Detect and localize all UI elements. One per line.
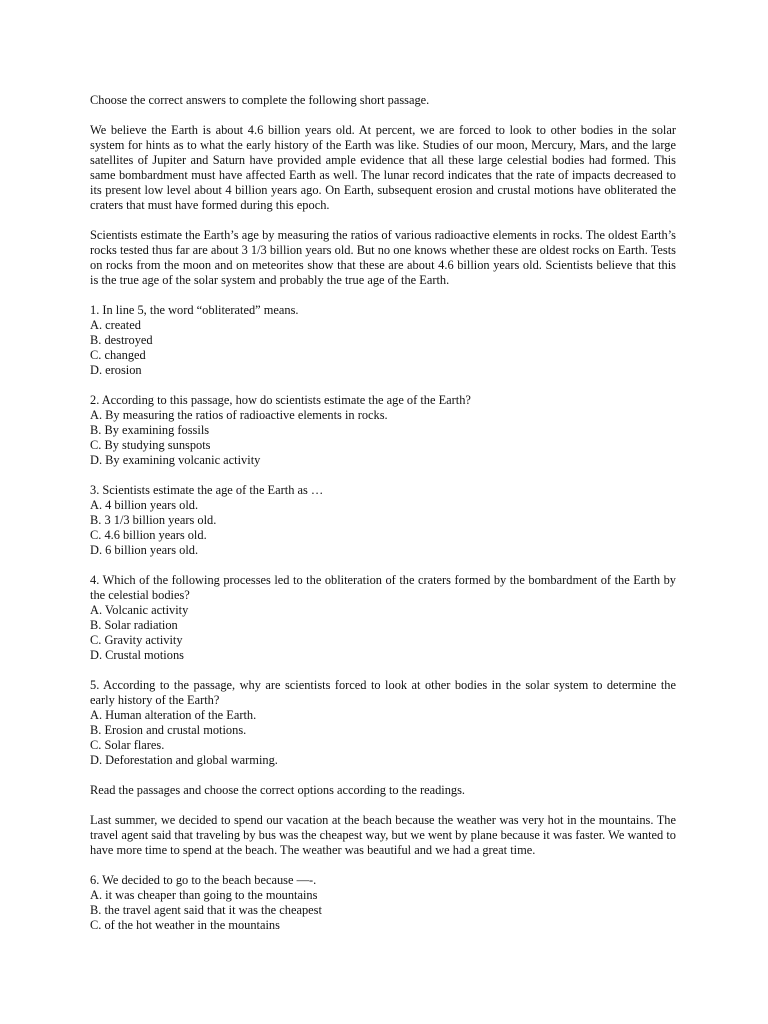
answer-option: B. 3 1/3 billion years old. (90, 513, 217, 527)
answer-option: A. it was cheaper than going to the mountains (90, 888, 318, 902)
question-2 (90, 393, 676, 468)
answer-option: C. By studying sunspots (90, 438, 211, 452)
answer-option: C. Gravity activity (90, 633, 183, 647)
answer-option: B. Solar radiation (90, 618, 178, 632)
answer-option: B. the travel agent said that it was the cheapest (90, 903, 322, 917)
answer-option: C. 4.6 billion years old. (90, 528, 207, 542)
answer-option: C. changed (90, 348, 146, 362)
answer-option: A. Human alteration of the Earth. (90, 708, 257, 722)
answer-option: C. Solar flares. (90, 738, 165, 752)
answer-option: D. erosion (90, 363, 142, 377)
passage-1-paragraph-2: Scientists estimate the Earth’s age by measuring the ratios of various radioactive elements in rocks. The oldest Earth’s rocks tested thus far are about 3 1/3 billion years old. But no one knows whether these are oldest rocks on Earth. Tests on rocks from the moon and on meteorites show that these are about 4.6 billion years old. Scientists believe that this is the true age of the solar system and probably the true age of the Earth. (90, 228, 676, 287)
question-3 (90, 483, 676, 558)
document-page (90, 93, 676, 948)
instruction-text: Read the passages and choose the correct options according to the readings. (90, 783, 466, 797)
question-4 (90, 573, 676, 663)
question-stem: 5. According to the passage, why are scientists forced to look at other bodies in the solar system to determine the early history of the Earth? (90, 678, 676, 707)
question-1 (90, 303, 676, 378)
answer-option: D. By examining volcanic activity (90, 453, 261, 467)
question-stem: 3. Scientists estimate the age of the Earth as … (90, 483, 324, 497)
answer-option: A. created (90, 318, 141, 332)
question-5 (90, 678, 676, 768)
passage-2-paragraph-1: Last summer, we decided to spend our vacation at the beach because the weather was very hot in the mountains. The travel agent said that traveling by bus was the cheapest way, but we went by plane because it was faster. We wanted to have more time to spend at the beach. The weather was beautiful and we had a great time. (90, 813, 676, 857)
answer-option: B. By examining fossils (90, 423, 210, 437)
answer-option: A. 4 billion years old. (90, 498, 199, 512)
instruction-text: Choose the correct answers to complete the following short passage. (90, 93, 430, 107)
instruction-1 (90, 93, 676, 108)
answer-option: B. destroyed (90, 333, 153, 347)
passage-1-paragraph-1: We believe the Earth is about 4.6 billion years old. At percent, we are forced to look to other bodies in the solar system for hints as to what the early history of the Earth was like. Studies of our moon, Mercury, Mars, and the large satellites of Jupiter and Saturn have provided ample evidence that all these large celestial bodies had formed. This same bombardment must have affected Earth as well. The lunar record indicates that the rate of impacts decreased to its present low level about 4 billion years ago. On Earth, subsequent erosion and crustal motions have obliterated the craters that must have formed during this epoch. (90, 123, 676, 212)
answer-option: B. Erosion and crustal motions. (90, 723, 247, 737)
question-6 (90, 873, 676, 933)
answer-option: D. Deforestation and global warming. (90, 753, 278, 767)
question-stem: 6. We decided to go to the beach because —-. (90, 873, 317, 887)
answer-option: A. By measuring the ratios of radioactive elements in rocks. (90, 408, 388, 422)
answer-option: D. 6 billion years old. (90, 543, 199, 557)
question-stem: 2. According to this passage, how do scientists estimate the age of the Earth? (90, 393, 471, 407)
question-stem: 4. Which of the following processes led to the obliteration of the craters formed by the bombardment of the Earth by the celestial bodies? (90, 573, 676, 602)
question-stem: 1. In line 5, the word “obliterated” means. (90, 303, 299, 317)
instruction-2 (90, 783, 676, 798)
answer-option: D. Crustal motions (90, 648, 184, 662)
answer-option: A. Volcanic activity (90, 603, 189, 617)
answer-option: C. of the hot weather in the mountains (90, 918, 280, 932)
